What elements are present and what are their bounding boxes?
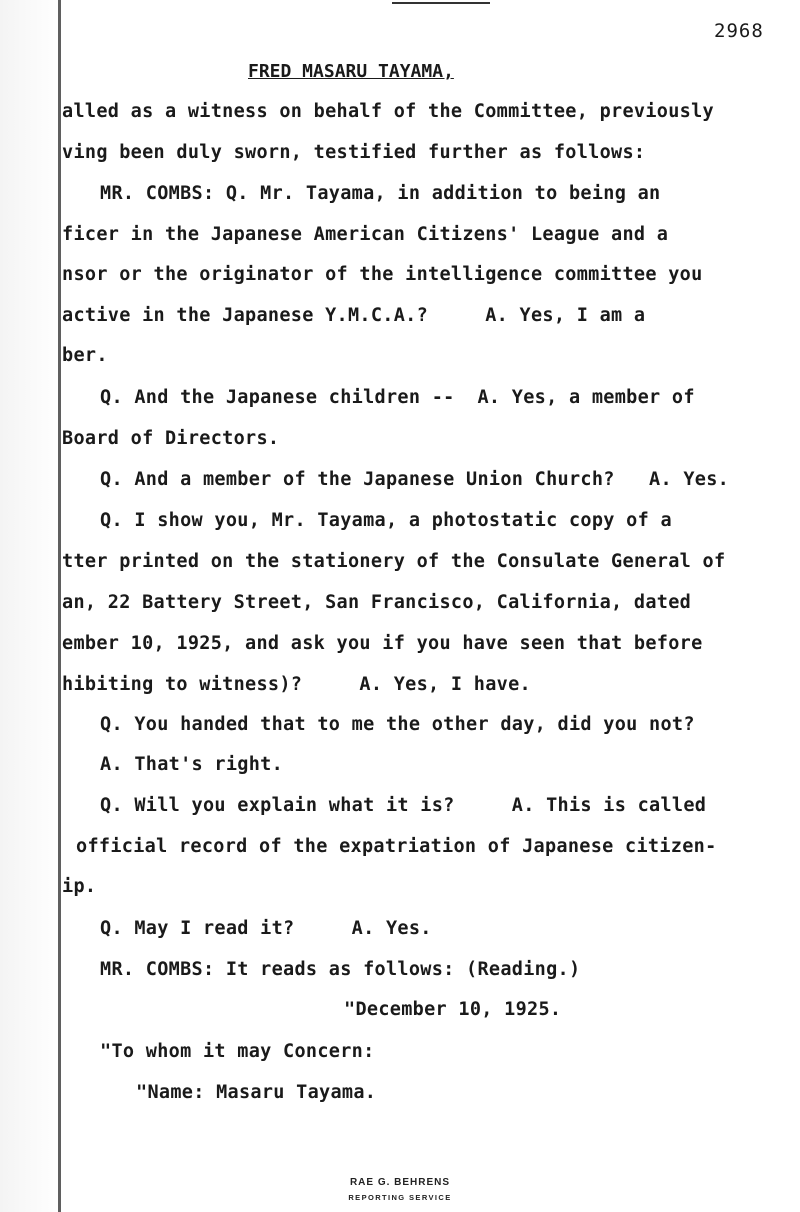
transcript-line: official record of the expatriation of Japanese citizen- — [76, 836, 717, 857]
reporting-service-label: REPORTING SERVICE — [348, 1193, 452, 1202]
transcript-line: nsor or the originator of the intelligence committee you — [62, 264, 703, 285]
witness-heading: FRED MASARU TAYAMA, — [248, 61, 454, 82]
transcript-line: Board of Directors. — [62, 428, 280, 449]
transcript-line: "Name: Masaru Tayama. — [136, 1082, 377, 1103]
transcript-line: MR. COMBS: It reads as follows: (Reading.) — [100, 959, 581, 980]
transcript-line: ember 10, 1925, and ask you if you have seen that before — [62, 633, 703, 654]
transcript-line: Q. And the Japanese children -- A. Yes, a member of — [100, 387, 695, 408]
transcript-line: "To whom it may Concern: — [100, 1041, 375, 1062]
transcript-line: an, 22 Battery Street, San Francisco, California, dated — [62, 592, 692, 613]
transcript-line: Q. I show you, Mr. Tayama, a photostatic copy of a — [100, 510, 672, 531]
transcript-line: "December 10, 1925. — [344, 999, 562, 1020]
transcript-line: active in the Japanese Y.M.C.A.? A. Yes, I am a — [62, 305, 646, 326]
transcript-line: ving been duly sworn, testified further as follows: — [62, 142, 646, 163]
transcript-line: alled as a witness on behalf of the Committee, previously — [62, 101, 714, 122]
transcript-line: ber. — [62, 345, 108, 366]
transcript-line: ip. — [62, 876, 97, 897]
scanned-binding-edge — [0, 0, 62, 1212]
transcript-line: tter printed on the stationery of the Consulate General of — [62, 551, 726, 572]
transcript-line: A. That's right. — [100, 754, 284, 775]
transcript-line: hibiting to witness)? A. Yes, I have. — [62, 674, 531, 695]
transcript-line: Q. You handed that to me the other day, did you not? — [100, 714, 695, 735]
transcript-line: ficer in the Japanese American Citizens' League and a — [62, 224, 669, 245]
transcript-line: Q. Will you explain what it is? A. This is called — [100, 795, 707, 816]
top-rule — [392, 2, 490, 4]
transcript-line: Q. And a member of the Japanese Union Church? A. Yes. — [100, 469, 730, 490]
transcript-line: MR. COMBS: Q. Mr. Tayama, in addition to being an — [100, 183, 661, 204]
transcript-line: Q. May I read it? A. Yes. — [100, 918, 432, 939]
reporter-name: RAE G. BEHRENS — [349, 1177, 451, 1188]
page-number: 2968 — [714, 20, 764, 42]
binding-shadow — [58, 0, 61, 1212]
